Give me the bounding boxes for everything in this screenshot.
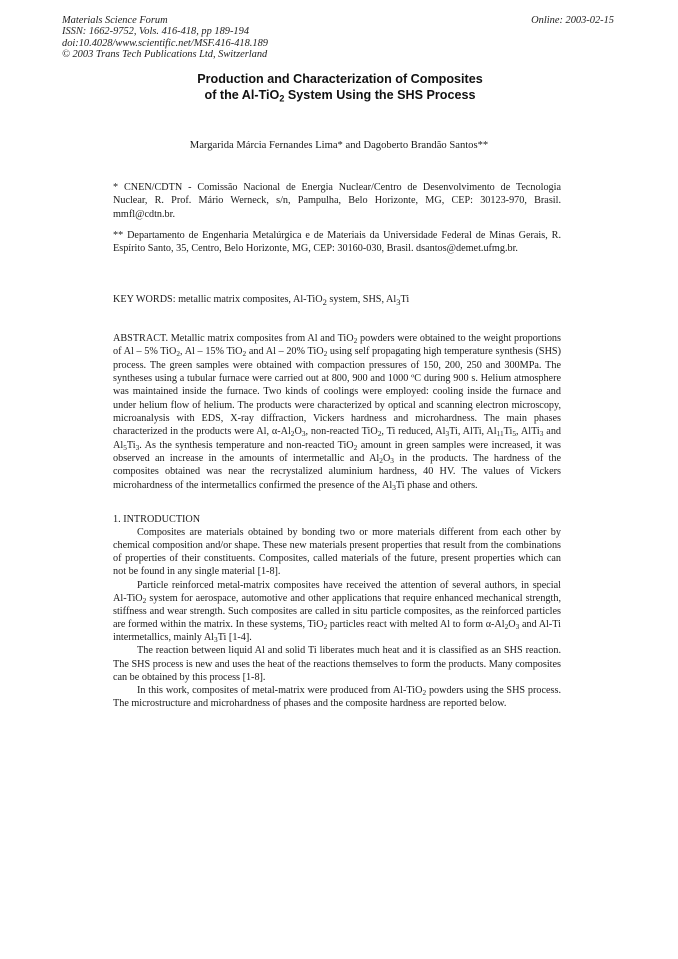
intro-text: In this work, composites of metal-matrix were produced from Al-TiO xyxy=(137,684,423,696)
title-text: of the Al-TiO xyxy=(204,87,280,102)
subscript: 2 xyxy=(379,455,383,465)
doi-line[interactable]: doi:10.4028/www.scientific.net/MSF.416-418.189 xyxy=(62,37,268,49)
keywords-text: Ti xyxy=(400,294,410,305)
intro-paragraph-4 xyxy=(113,684,561,710)
introduction-body xyxy=(113,526,561,710)
subscript: 2 xyxy=(377,429,382,439)
issn-line: ISSN: 1662-9752, Vols. 416-418, pp 189-194 xyxy=(62,26,250,38)
keywords-text: KEY WORDS: metallic matrix composites, Al-TiO xyxy=(113,294,323,305)
abstract xyxy=(113,332,561,492)
abstract-text: Ti xyxy=(503,426,513,438)
abstract-text: powders were obtained to the weight proportions of Al – 5% TiO xyxy=(113,333,561,358)
abstract-text: , Ti reduced, Al xyxy=(381,426,446,438)
subscript: 2 xyxy=(353,335,358,345)
abstract-text: Ti xyxy=(126,439,136,451)
subscript: 3 xyxy=(539,429,544,439)
affiliation-1: * CNEN/CDTN - Comissão Nacional de Energia Nuclear/Centro de Desenvolvimento de Tecnologia Nuclear, R. Prof. Mário Werneck, s/n, Pampulha, Belo Horizonte, MG, CEP: 30123-970, Brasil. mmfl@cdtn.br. xyxy=(113,182,561,220)
abstract-text: ABSTRACT. Metallic matrix composites from Al and TiO xyxy=(113,333,354,344)
intro-paragraph-2 xyxy=(113,579,561,645)
intro-text: system for aerospace, automotive and other applications that require enhanced mechanical strength, stiffness and wear strength. Such composites are called in situ particle composites, as the reinforced particles are formed within the matrix. In these systems, TiO xyxy=(113,592,561,631)
subscript: 2 xyxy=(322,297,327,308)
subscript: 2 xyxy=(323,349,328,359)
abstract-paragraph xyxy=(113,332,561,492)
journal-header xyxy=(62,15,268,61)
abstract-text: in the products. The hardness of the composites obtained was near the recrystalized aluminium hardness, 40 HV. The values of Vickers microhardness of the intermetallics confirmed the presence of the Al xyxy=(113,453,562,491)
subscript: 3 xyxy=(392,482,396,492)
title-line-2 xyxy=(120,88,560,104)
abstract-text: and Al – 20% TiO xyxy=(246,346,324,358)
abstract-text: , AlTi xyxy=(516,426,540,438)
keywords-text: system, SHS, Al xyxy=(326,294,397,305)
intro-text: particles react with melted Al to form α-Al xyxy=(327,619,505,631)
subscript: 3 xyxy=(301,429,306,439)
keywords xyxy=(113,293,561,309)
subscript: 3 xyxy=(445,429,450,439)
abstract-text: , Al – 15% TiO xyxy=(180,346,243,358)
subscript: 2 xyxy=(323,621,328,631)
intro-paragraph-1: Composites are materials obtained by bonding two or more materials different from each other by chemical composition and/or shape. These new materials present properties that result from the combinations of properties of their constituents. Composites, called materials of the future, present properties which can not be found in any single material [1-8]. xyxy=(113,527,561,578)
authors-line: Margarida Márcia Fernandes Lima* and Dagoberto Brandão Santos** xyxy=(189,140,489,151)
abstract-text: O xyxy=(382,453,391,465)
subscript: 3 xyxy=(214,635,218,645)
abstract-text: Ti phase and others. xyxy=(395,479,478,491)
title-text: System Using the SHS Process xyxy=(284,87,476,102)
title-line-1: Production and Characterization of Composites xyxy=(197,72,483,86)
subscript: 3 xyxy=(396,297,401,308)
affiliation-2: ** Departamento de Engenharia Metalúrgica e de Materiais da Universidade Federal de Minas Gerais, R. Espírito Santo, 35, Centro, Belo Horizonte, MG, CEP: 30160-030, Brasil. dsantos@demet.ufmg.br. xyxy=(113,230,561,255)
intro-paragraph-3: The reaction between liquid Al and solid Ti liberates much heat and it is classified as an SHS reaction. The SHS process is new and uses the heat of the reactions themselves to form the products. Many composites can be obtained by this process [1-8]. xyxy=(113,645,561,683)
abstract-text: and Al xyxy=(113,426,562,451)
subscript: 2 xyxy=(290,429,295,439)
subscript: 2 xyxy=(422,687,427,697)
paper-title xyxy=(120,72,560,103)
subscript: 5 xyxy=(512,429,517,439)
subscript: 2 xyxy=(353,442,358,452)
subscript: 3 xyxy=(515,621,520,631)
subscript: 2 xyxy=(504,621,509,631)
subscript: 11 xyxy=(496,429,504,439)
subscript: 3 xyxy=(390,455,394,465)
journal-name: Materials Science Forum xyxy=(62,15,168,26)
subscript: 2 xyxy=(242,349,247,359)
intro-text: O xyxy=(508,619,516,631)
section-heading-introduction: 1. INTRODUCTION xyxy=(113,514,201,525)
abstract-text: O xyxy=(294,426,302,438)
abstract-text: using self propagating high temperature synthesis (SHS) process. The green samples were obtained with compaction pressures of 150, 200, 250 and 300MPa. The syntheses using a tubular furnace were carried out at 800, 900 and 1000 ºC during 900 s. Helium atmosphere was maintained inside the furnace. Two kinds of coolings were employed: cooling inside the furnace and under helium flow of helium. The products were characterized by optical and scanning electron microscopy, microanalysis with EDS, X-ray diffraction, Vickers hardness and microhardness. The main phases characterized in the products were Al, α-Al xyxy=(113,346,561,438)
intro-text: Particle reinforced metal-matrix composites have received the attention of several authors, in special Al-TiO xyxy=(113,579,561,604)
intro-text: and Al-Ti intermetallics, mainly Al xyxy=(113,619,561,644)
subscript: 3 xyxy=(135,442,140,452)
abstract-text: amount in green samples were increased, it was observed an increase in the amounts of intermetallic and Al xyxy=(113,439,561,465)
abstract-text: Ti, AlTi, Al xyxy=(449,426,497,438)
abstract-text: . As the synthesis temperature and non-reacted TiO xyxy=(139,439,354,451)
subscript: 5 xyxy=(123,442,127,452)
online-date: Online: 2003-02-15 xyxy=(531,15,614,26)
copyright-line: © 2003 Trans Tech Publications Ltd, Switzerland xyxy=(62,49,268,61)
intro-text: powders using the SHS process. The microstructure and microhardness of phases and the composite hardness are reported below. xyxy=(113,684,562,710)
subscript: 2 xyxy=(142,595,147,605)
subscript: 2 xyxy=(176,349,181,359)
abstract-text: , non-reacted TiO xyxy=(305,426,378,438)
title-subscript: 2 xyxy=(279,92,285,103)
intro-text: Ti [1-4]. xyxy=(217,632,252,644)
